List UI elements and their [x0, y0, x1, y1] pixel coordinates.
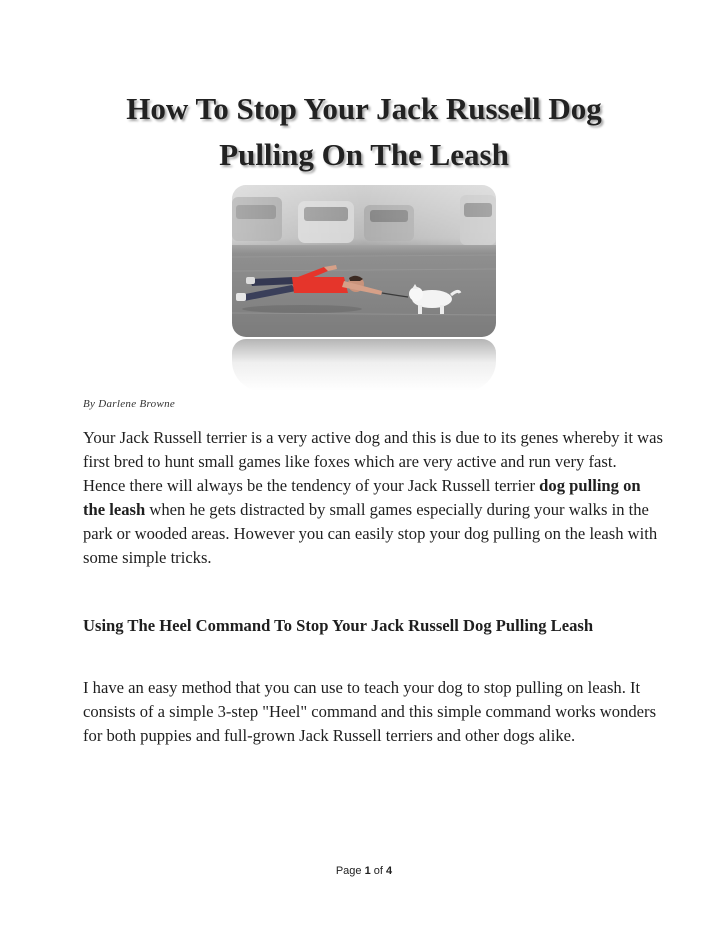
page-footer [0, 865, 728, 877]
section-heading: Using The Heel Command To Stop Your Jack Russell Dog Pulling Leash [83, 616, 594, 635]
footer-current-page: 1 [364, 865, 371, 877]
author-byline: By Darlene Browne [83, 398, 176, 410]
heel-command-paragraph: I have an easy method that you can use to teach your dog to stop pulling on leash. It consists of a simple 3-step "Heel" command and this simple command works wonders for both puppies and full-grown Jack Russell terriers and other dogs alike. [83, 678, 657, 745]
photo-reflection [232, 339, 496, 391]
intro-keyword-bold: dog pulling on the leash [83, 476, 641, 519]
footer-of-label: of [373, 865, 383, 877]
footer-page-label: Page [335, 865, 362, 877]
article-photo [232, 185, 496, 337]
photo-man-pulled-by-dog [232, 185, 496, 337]
title-line-2: Pulling On The Leash [219, 137, 509, 172]
intro-text-part1: Your Jack Russell terrier is a very active dog and this is due to its genes whereby it was first bred to hunt small games like foxes which are very active and run very fast. Hence there will always be the tendency of your Jack Russell terrier [83, 428, 663, 495]
intro-text-part2: when he gets distracted by small games especially during your walks in the park or wooded areas. However you can easily stop your dog pulling on the leash with some simple tricks. [83, 500, 658, 567]
intro-paragraph [83, 426, 663, 570]
title-line-1: How To Stop Your Jack Russell Dog [126, 91, 602, 126]
document-title [60, 86, 668, 178]
footer-total-pages: 4 [386, 865, 393, 877]
